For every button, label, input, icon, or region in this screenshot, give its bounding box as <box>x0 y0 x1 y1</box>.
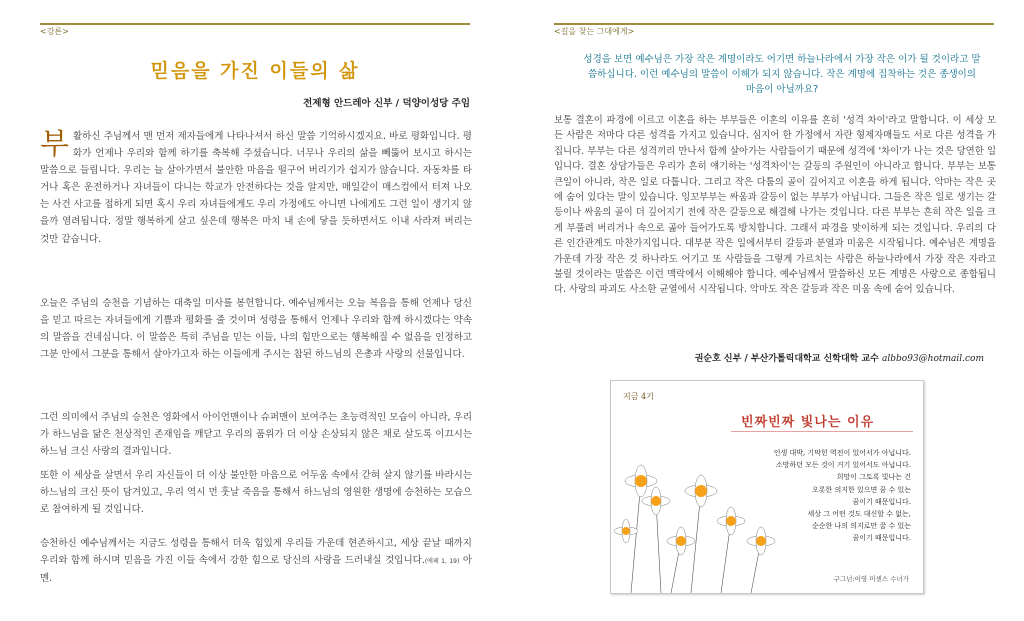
section-tag: <강론> <box>40 27 69 36</box>
paragraph-4: 또한 이 세상을 살면서 우리 자신들이 더 이상 불안한 마음으로 어두움 속에서 갇혀 살지 않기를 바라시는 하느님의 크신 뜻이 담겨있고, 우리 역시 먼 훗날 죽음을 통해서 하느님의 영원한 생명에 승천하는 모습으로 참여하게 될 것입니다. <box>40 470 472 516</box>
card-title: 빈짜빈짜 빛나는 이유 <box>741 415 875 430</box>
poem-card <box>610 380 924 594</box>
header-rule <box>554 23 994 25</box>
poem-line: 오롯한 의지한 있으면 꿈 수 있는 <box>811 485 911 494</box>
card-divider <box>731 431 913 432</box>
card-footer: 구그넌:이영 미센스 수녀가 <box>833 575 909 583</box>
poem-line: 꿈이기 때문입니다. <box>852 497 911 506</box>
article-title: 믿음을 가진 이들의 삶 <box>150 60 360 82</box>
header-rule <box>40 23 470 25</box>
right-page <box>512 0 1024 621</box>
section-tag: <길을 찾는 그대에게> <box>554 27 635 36</box>
poem-line: 소망하던 모든 것이 거기 있어서도 아닙니다. <box>775 461 911 470</box>
poem-text <box>721 447 911 545</box>
closing-amen: 아멘. <box>40 555 472 585</box>
author-byline <box>695 351 984 364</box>
paragraph-1 <box>40 128 472 248</box>
poem-line: 세상 그 어떤 것도 대신할 수 없는, <box>807 510 911 519</box>
author-email: albbo93@hotmail.com <box>882 354 984 364</box>
poem-line: 희망이 그토록 빛나는 건 <box>836 473 911 482</box>
author-name: 권순호 신부 / 부산가톨릭대학교 신학대학 교수 <box>694 354 879 364</box>
drop-cap: 부 <box>40 127 69 162</box>
poem-line: 인생 대박, 기막힌 역전이 있어서가 아닙니다. <box>773 449 911 457</box>
paragraph-3: 그런 의미에서 주님의 승천은 영화에서 아이언맨이나 슈퍼맨이 보여주는 초능력적인 모습이 아니라, 우리가 하느님을 닮은 천상적인 존재임을 깨닫고 우리의 품위가 더 이상 손상되지 않은 채로 살도록 이끄시는 하느님 크신 사랑의 결과입니다. <box>40 412 472 458</box>
paragraph-2: 오늘은 주님의 승천을 기념하는 대축일 미사를 봉헌합니다. 예수님께서는 오늘 복음을 통해 언제나 당신을 믿고 따르는 자녀들에게 기쁨과 평화를 줄 것이며 성령을 통해서 언제나 우리와 함께 하시겠다는 약속의 말씀을 건네십니다. 이 말씀은 특히 주님을 믿는 이들, 나의 힘만으로는 행복해질 수 없음을 인정하고 그분 안에서 그분을 통해서 살아가고자 하는 이들에게 주시는 참된 하느님의 은총과 사랑의 선물입니다. <box>40 298 472 361</box>
answer-body: 보통 결혼이 파경에 이르고 이혼을 하는 부부들은 이혼의 이유를 흔히 '성격 차이'라고 말합니다. 이 세상 모든 사람은 저마다 다른 성격을 가지고 있습니다. 심지어 한 가정에서 자란 형제자매들도 서로 다른 성격을 가집니다. 부부는 다른 성격끼리 만나서 함께 살아가는 사람들이기 때문에 성격에 '차이'가 나는 것은 당연한 일입니다. 결혼 상담가들은 우리가 흔히 얘기하는 '성격차이'는 갈등의 주원인이 아니라고 합니다. 부부는 보통 큰일이 아니라, 작은 일로 다툽니다. 그리고 작은 다툼의 골이 깊어지고 이혼을 하게 됩니다. 악마는 작은 곳에 숨어 있다는 말이 있습니다. 잉꼬부부는 싸움과 갈등이 없는 부부가 아닙니다. 그들은 작은 일로 생기는 갈등이나 싸움의 골이 더 깊어지기 전에 작은 갈등으로 해결해 나가는 것입니다. 다른 부부는 흔히 작은 일을 크게 부풀려 버리거나 속으로 곪아 들어가도록 방치합니다. 그래서 파경을 맞이하게 되는 것입니다. 우리의 다른 인간관계도 마찬가지입니다. 대부분 작은 일에서부터 갈등과 분열과 미움은 시작됩니다. 예수님은 계명을 가운데 가장 작은 것 하나라도 어기고 또 사람들을 그렇게 가르치는 사람은 하늘나라에서 가장 작은 자라고 불릴 것이라는 말씀은 이런 맥락에서 이해해야 합니다. 예수님께서 말씀하신 모든 계명은 사랑으로 종합됩니다. 사랑의 파괴도 사소한 균열에서 시작됩니다. 악마도 작은 갈등과 작은 미움 속에 숨어 있습니다. <box>554 115 996 296</box>
poem-line: 꿈이기 때문입니다. <box>852 534 911 543</box>
author-byline: 전제형 안드레아 신부 / 덕양이성당 주임 <box>303 98 470 109</box>
paragraph-text: 승천하신 예수님께서는 지금도 성령을 통해서 더욱 힘있게 우리들 가운데 현존하시고, 세상 끝날 때까지 우리와 함께 하시며 믿음을 가진 이들 속에서 강한 힘으로 당신의 사랑을 드러내실 것입니다. <box>40 538 472 567</box>
card-tag: 지금 4기 <box>623 392 654 401</box>
poem-line: 순순한 나의 의지로만 꿀 수 있는 <box>811 522 911 531</box>
question-quote: 성경을 보면 예수님은 가장 작은 계명이라도 어기면 하늘나라에서 가장 작은 이가 될 것이라고 말씀하십니다. 이런 예수님의 말씀이 이해가 되지 않습니다. 작은 계명에 집착하는 것은 종생이의 마음이 아닐까요? <box>583 54 981 95</box>
scripture-citation: (에페 1, 19) <box>424 558 460 566</box>
paragraph-text: 활하신 주님께서 맨 먼저 제자들에게 나타나셔서 하신 말씀 기억하시겠지요. 바로 평화입니다. 평화가 언제나 우리와 함께 하기를 축복해 주셨습니다. 너무나 우리의 삶을 뻬뚫어 보시고 하시는 말씀으로 들립니다. 우리는 늘 살아가면서 불안한 마음을 떨구어 버리기가 쉽지가 않습니다. 자동차를 타거나 혹은 운전하거나 자녀들이 다니는 학교가 안전하다는 것을 알지만, 매일같이 매스컴에서 터져 나오는 사건 사고를 접하게 되면 혹시 우리 자녀들에게도 우리 가정에도 아니면 나에게도 그런 일이 생기지 않을까 염려됩니다. 정말 행복하게 살고 싶은데 행복은 마치 내 손에 닿을 듯하면서도 이내 사라져 버리는 것만 같습니다. <box>40 131 472 245</box>
paragraph-5 <box>40 535 472 587</box>
